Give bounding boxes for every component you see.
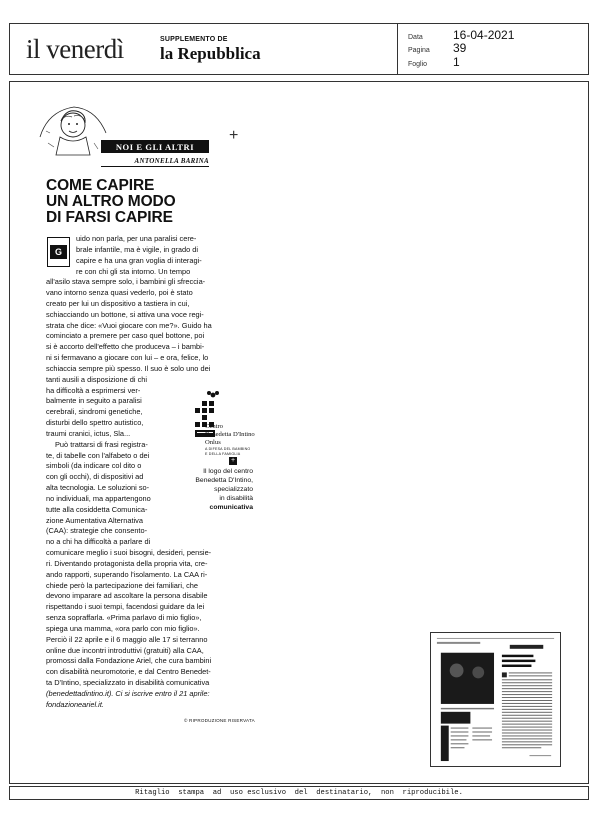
meta-page-label: Pagina: [408, 47, 430, 54]
body-line: (CAA): strategie che consento-: [46, 526, 148, 535]
body-line: Perciò il 22 aprile e il 6 maggio alle 17 si terranno: [46, 635, 208, 644]
body-line: ni si fermavano a giocare con lui – e ora, felice, lo: [46, 353, 209, 362]
body-line: ando rapporti, superando l'isolamento. La CAA ri-: [46, 570, 208, 579]
meta-sheet: [408, 55, 460, 69]
logo-name-line: Onlus: [205, 439, 221, 446]
image-caption-line: specializzato: [214, 486, 253, 493]
body-line: con disabilità neuromotorie, e dal Centro Benedet-: [46, 667, 211, 676]
body-line: rispettando i suoi tempi, facendosi guidare da lei: [46, 602, 205, 611]
body-line: cominciato a premere per caso quel bottone, poi: [46, 331, 205, 340]
body-line: disturbi dello spettro autistico,: [46, 418, 144, 427]
body-line: chiede però la partecipazione dei familiari, che: [46, 581, 199, 590]
author-byline: ANTONELLA BARINA: [134, 157, 209, 165]
body-line: ta D'Intino, specializzato in disabilità comunicativa: [46, 678, 210, 687]
body-line: capire e ha una gran voglia di interagi-: [76, 256, 202, 265]
headline-line: DI FARSI CAPIRE: [46, 209, 173, 226]
body-line: (benedettadintino.it). Ci si iscrive entro il 21 aprile:: [46, 689, 210, 698]
logo-name-line: Centro: [205, 423, 223, 430]
meta-sheet-label: Foglio: [408, 61, 428, 68]
newspaper-name: la Repubblica: [160, 44, 261, 63]
body-line: devono imparare ad ascoltare la persona disabile: [46, 591, 208, 600]
plus-mark-icon: +: [229, 127, 239, 144]
meta-sheet-value: 1: [453, 55, 460, 69]
body-line: zione Aumentativa Alternativa: [46, 516, 143, 525]
body-line: spiega una mamma, «ora parlo con mio figlio».: [46, 624, 200, 633]
body-line: Può trattarsi di frasi registra-: [55, 440, 148, 449]
logo-name-line: Benedetta D'Intino: [205, 431, 255, 438]
image-caption-line: in disabilità: [219, 495, 253, 502]
body-line: alta tecnologia. Le soluzioni so-: [46, 483, 150, 492]
caption-marker-icon: +: [230, 457, 236, 464]
body-line: no individuali, ma appartengono: [46, 494, 151, 503]
body-line: promossi dalla Fondazione Ariel, che cura bambini: [46, 656, 212, 665]
body-line: tutte alla cosiddetta Comunica-: [46, 505, 148, 514]
body-line: fondazioneariel.it.: [46, 700, 104, 709]
reproduction-notice: Ritaglio stampa ad uso esclusivo del destinatario, non riproducibile.: [9, 786, 589, 800]
clipping-header: [9, 23, 589, 75]
body-line: te, di tabelle con l'alfabeto o dei: [46, 451, 150, 460]
meta-date: [408, 28, 514, 42]
body-line: senza sopraffarla. «Prima parlavo di mio figlio»,: [46, 613, 202, 622]
image-caption-line: comunicativa: [209, 504, 253, 511]
body-line: comunicare meglio i suoi bisogni, desideri, pensie-: [46, 548, 212, 557]
body-line: con gli occhi), di dispositivi ad: [46, 472, 144, 481]
body-line: brale infantile, ma è vigile, in grado di: [76, 245, 199, 254]
drop-cap: [47, 237, 70, 267]
image-caption-line: Benedetta D'Intino,: [195, 477, 253, 484]
logo-tagline: A DIFESA DEL BAMBINO: [205, 447, 251, 451]
body-line: online due incontri introduttivi (gratuiti) alla CAA,: [46, 646, 204, 655]
body-line: tanti ausili a disposizione di chi: [46, 375, 148, 384]
masthead-area: [10, 24, 398, 74]
headline-line: COME CAPIRE: [46, 177, 155, 194]
body-line: ri. Diventando protagonista della propria vita, cre-: [46, 559, 208, 568]
supplement-label: SUPPLEMENTO DE: [160, 36, 228, 43]
body-line: schiaccia sempre più spesso. Il suo è solo uno dei: [46, 364, 211, 373]
meta-date-value: 16-04-2021: [453, 28, 515, 42]
drop-cap-letter: G: [50, 245, 67, 259]
masthead-title: il venerdì: [26, 34, 124, 64]
body-line: uido non parla, per una paralisi cere-: [76, 234, 197, 243]
meta-date-label: Data: [408, 34, 423, 41]
body-line: si è accorto dell'effetto che produceva – i bambi-: [46, 342, 205, 351]
article-headline: [46, 178, 226, 226]
body-line: creato per lui un dispositivo a tastiera in cui,: [46, 299, 190, 308]
page-thumbnail: [430, 632, 561, 767]
centro-dintino-logo: [183, 390, 263, 450]
clipping-meta: [398, 24, 588, 74]
copyright-notice: © RIPRODUZIONE RISERVATA: [184, 718, 255, 723]
logo-tagline: E DELLA FAMIGLIA: [205, 452, 241, 456]
column-rubric: NOI E GLI ALTRI: [101, 140, 209, 153]
meta-page-value: 39: [453, 41, 467, 55]
body-line: re con chi gli sta intorno. Un tempo: [76, 267, 191, 276]
body-line: schiacciando un bottone, si attiva una voce regi-: [46, 310, 204, 319]
body-line: cerebrali, sindromi genetiche,: [46, 407, 143, 416]
body-line: all'asilo stava sempre solo, i bambini gli sfreccia-: [46, 277, 206, 286]
body-line: vano intorno senza quasi vederlo, poi è stato: [46, 288, 193, 297]
author-portrait-illustration: [38, 103, 108, 157]
body-line: ha difficoltà a esprimersi ver-: [46, 386, 141, 395]
image-caption-line: Il logo del centro: [203, 468, 253, 475]
byline-rule: [101, 166, 209, 167]
headline-line: UN ALTRO MODO: [46, 193, 176, 210]
body-line: balmente in seguito a paralisi: [46, 396, 142, 405]
body-line: traumi cranici, ictus, Sla...: [46, 429, 131, 438]
body-line: simboli (da indicare col dito o: [46, 461, 142, 470]
meta-page: [408, 41, 466, 55]
body-line: no a chi ha difficoltà a parlare di: [46, 537, 151, 546]
body-line: strata che dice: «Vuoi giocare con me?». Guido ha: [46, 321, 212, 330]
